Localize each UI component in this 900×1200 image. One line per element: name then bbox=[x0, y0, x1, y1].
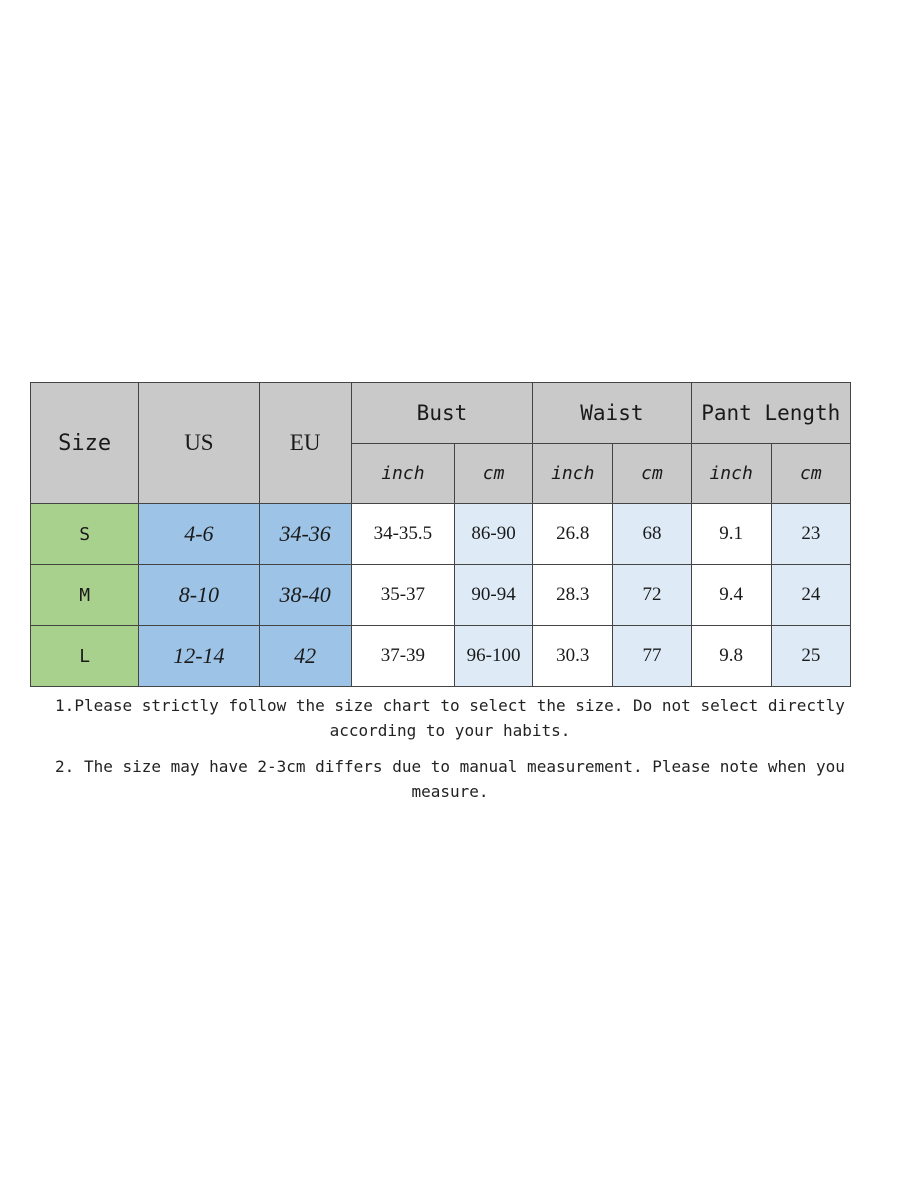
eu-size-cell: 38-40 bbox=[259, 565, 351, 626]
bust-cm-cell: 86-90 bbox=[454, 504, 532, 565]
header-row-main bbox=[31, 383, 851, 444]
size-cell: L bbox=[31, 626, 139, 687]
pant-cm-cell: 23 bbox=[771, 504, 850, 565]
header-pant-cm: cm bbox=[771, 444, 850, 504]
header-bust-inch: inch bbox=[351, 444, 454, 504]
eu-size-cell: 42 bbox=[259, 626, 351, 687]
header-waist-inch: inch bbox=[533, 444, 613, 504]
table-row bbox=[31, 565, 851, 626]
bust-inch-cell: 34-35.5 bbox=[351, 504, 454, 565]
size-cell: S bbox=[31, 504, 139, 565]
size-cell: M bbox=[31, 565, 139, 626]
table-row bbox=[31, 504, 851, 565]
header-us: US bbox=[139, 383, 259, 504]
header-pant-length: Pant Length bbox=[691, 383, 850, 444]
waist-inch-cell: 30.3 bbox=[533, 626, 613, 687]
waist-inch-cell: 28.3 bbox=[533, 565, 613, 626]
size-note-1: 1.Please strictly follow the size chart to select the size. Do not select directly according to your habits. bbox=[55, 696, 845, 740]
bust-inch-cell: 37-39 bbox=[351, 626, 454, 687]
header-size: Size bbox=[31, 383, 139, 504]
header-pant-inch: inch bbox=[691, 444, 771, 504]
header-waist-cm: cm bbox=[613, 444, 691, 504]
bust-cm-cell: 90-94 bbox=[454, 565, 532, 626]
pant-cm-cell: 24 bbox=[771, 565, 850, 626]
header-eu: EU bbox=[259, 383, 351, 504]
us-size-cell: 12-14 bbox=[139, 626, 259, 687]
pant-inch-cell: 9.1 bbox=[691, 504, 771, 565]
size-chart-table bbox=[30, 382, 851, 687]
header-bust: Bust bbox=[351, 383, 532, 444]
waist-cm-cell: 77 bbox=[613, 626, 691, 687]
eu-size-cell: 34-36 bbox=[259, 504, 351, 565]
pant-inch-cell: 9.4 bbox=[691, 565, 771, 626]
waist-cm-cell: 68 bbox=[613, 504, 691, 565]
size-note-2: 2. The size may have 2-3cm differs due to manual measurement. Please note when you measure. bbox=[55, 757, 845, 801]
pant-inch-cell: 9.8 bbox=[691, 626, 771, 687]
waist-inch-cell: 26.8 bbox=[533, 504, 613, 565]
us-size-cell: 4-6 bbox=[139, 504, 259, 565]
header-waist: Waist bbox=[533, 383, 691, 444]
bust-cm-cell: 96-100 bbox=[454, 626, 532, 687]
us-size-cell: 8-10 bbox=[139, 565, 259, 626]
waist-cm-cell: 72 bbox=[613, 565, 691, 626]
table-row bbox=[31, 626, 851, 687]
bust-inch-cell: 35-37 bbox=[351, 565, 454, 626]
header-bust-cm: cm bbox=[454, 444, 532, 504]
pant-cm-cell: 25 bbox=[771, 626, 850, 687]
